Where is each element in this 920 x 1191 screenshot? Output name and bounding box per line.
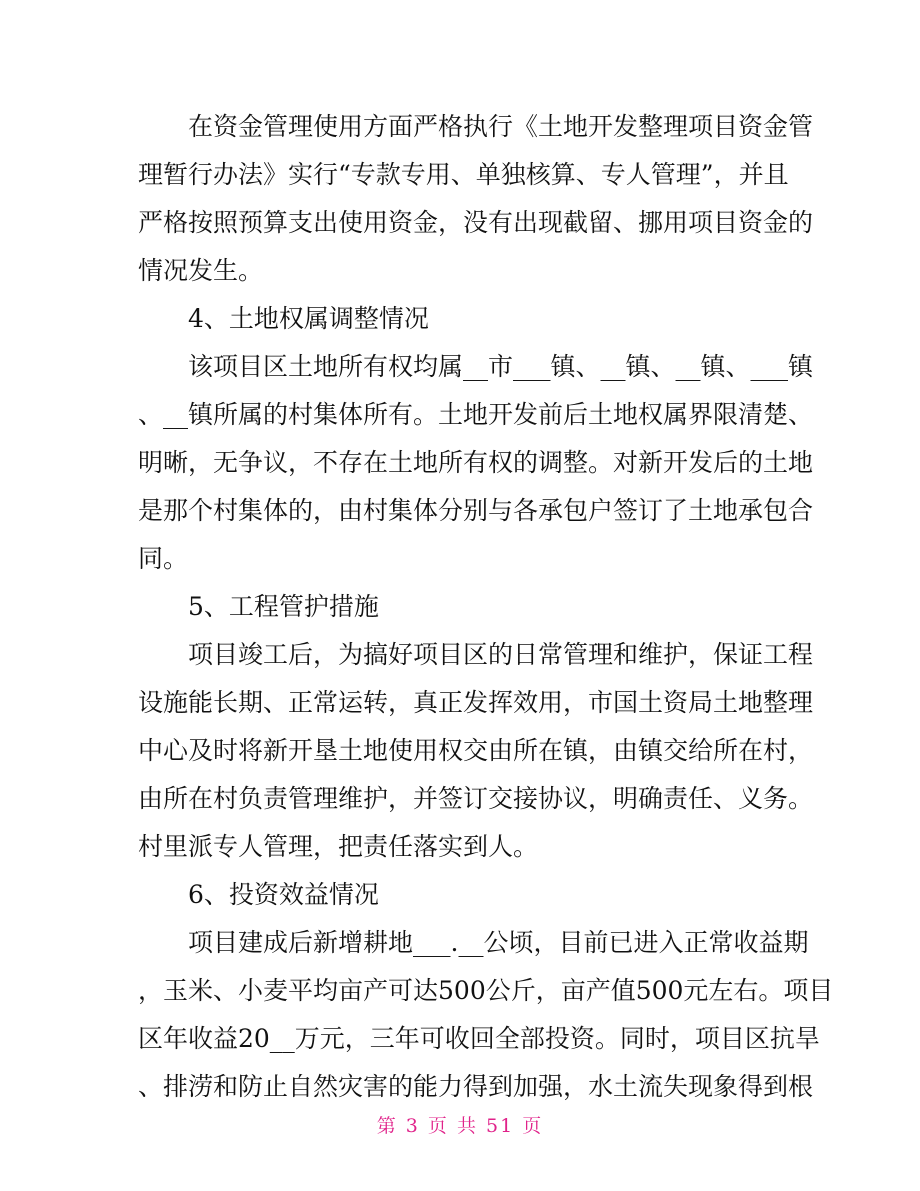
text-line: 设施能长期、正常运转，真正发挥效用，市国土资局土地整理	[138, 688, 814, 717]
text-line: 理暂行办法》实行“专款专用、单独核算、专人管理”，并且	[138, 160, 789, 189]
page-number-footer: 第 3 页 共 51 页	[376, 1115, 544, 1137]
text-line: 村里派专人管理，把责任落实到人。	[138, 832, 539, 861]
text-line: 在资金管理使用方面严格执行《土地开发整理项目资金管	[138, 112, 814, 141]
document-body	[138, 103, 834, 1111]
section-heading: 4、土地权属调整情况	[138, 304, 429, 333]
section-heading: 5、工程管护措施	[138, 592, 379, 621]
text-line: 严格按照预算支出使用资金，没有出现截留、挪用项目资金的	[138, 208, 814, 237]
text-line: 项目建成后新增耕地___.__公顷，目前已进入正常收益期	[138, 928, 809, 957]
text-line: 区年收益20__万元，三年可收回全部投资。同时，项目区抗旱	[138, 1024, 820, 1053]
text-line: ，玉米、小麦平均亩产可达500公斤，亩产值500元左右。项目	[138, 976, 834, 1005]
section-heading: 6、投资效益情况	[138, 880, 379, 909]
text-line: 是那个村集体的，由村集体分别与各承包户签订了土地承包合	[138, 496, 814, 525]
text-line: 明晰，无争议，不存在土地所有权的调整。对新开发后的土地	[138, 448, 814, 477]
text-line: 该项目区土地所有权均属__市___镇、__镇、__镇、___镇	[138, 352, 814, 381]
text-line: 中心及时将新开垦土地使用权交由所在镇，由镇交给所在村，	[138, 736, 814, 765]
text-line: 、排涝和防止自然灾害的能力得到加强，水土流失现象得到根	[138, 1072, 814, 1101]
text-line: 由所在村负责管理维护，并签订交接协议，明确责任、义务。	[138, 784, 814, 813]
text-line: 同。	[138, 544, 189, 573]
text-line: 项目竣工后，为搞好项目区的日常管理和维护，保证工程	[138, 640, 814, 669]
text-line: 情况发生。	[138, 256, 264, 285]
text-line: 、__镇所属的村集体所有。土地开发前后土地权属界限清楚、	[138, 400, 814, 429]
